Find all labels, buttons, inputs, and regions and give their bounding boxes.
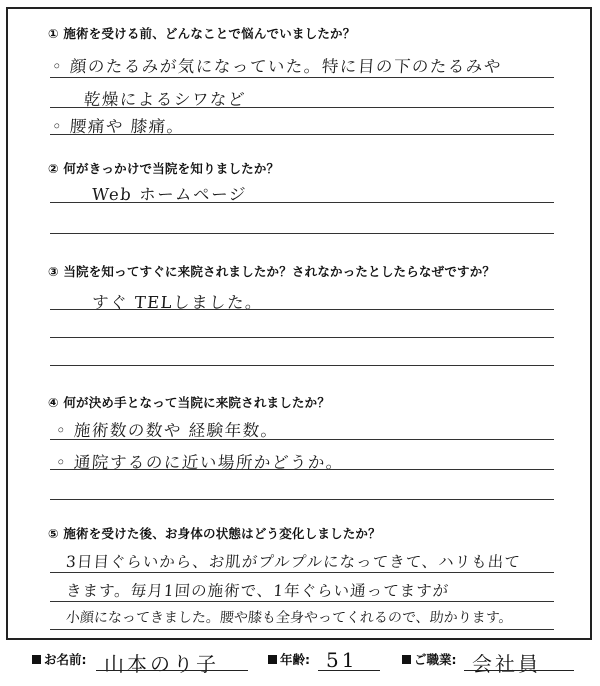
survey-form xyxy=(6,7,592,640)
answer-4-line-1: ◦ 施術数の数や 経験年数。 xyxy=(55,421,280,440)
answer-1-line-2: 乾燥によるシワなど xyxy=(83,90,247,109)
question-4-text: ④ 何が決め手となって当院に来院されましたか？ xyxy=(48,395,331,410)
name-underline xyxy=(96,670,248,671)
occupation-label: ご職業: xyxy=(402,650,457,668)
answer-line xyxy=(50,77,554,78)
answer-line xyxy=(50,469,554,470)
answer-1-line-3: ◦ 腰痛や 膝痛。 xyxy=(51,117,186,136)
name-label: お名前: xyxy=(32,650,87,668)
occupation-value: 会社員 xyxy=(472,652,541,676)
answer-line xyxy=(50,134,554,135)
answer-line xyxy=(50,202,554,203)
answer-1-line-1: ◦ 顔のたるみが気になっていた。特に目の下のたるみや xyxy=(51,57,503,76)
answer-line xyxy=(50,233,554,234)
answer-line xyxy=(50,107,554,108)
answer-line xyxy=(50,365,554,366)
answer-4-line-2: ◦ 通院するのに近い場所かどうか。 xyxy=(55,453,345,472)
occupation-underline xyxy=(464,670,574,671)
question-1-text: ① 施術を受ける前、どんなことで悩んでいましたか？ xyxy=(48,26,356,41)
answer-line xyxy=(50,572,554,573)
question-5-text: ⑤ 施術を受けた後、お身体の状態はどう変化しましたか？ xyxy=(48,526,381,541)
age-label: 年齢: xyxy=(268,650,310,668)
answer-line xyxy=(50,337,554,338)
square-bullet-icon xyxy=(32,655,41,664)
square-bullet-icon xyxy=(402,655,411,664)
square-bullet-icon xyxy=(268,655,277,664)
question-3-text: ③ 当院を知ってすぐに来院されましたか？されなかったとしたらなぜですか？ xyxy=(48,264,496,279)
answer-3-line-1: すぐ TELしました。 xyxy=(91,293,264,312)
answer-line xyxy=(50,499,554,500)
answer-5-line-2: きます。毎月1回の施術で、1年ぐらい通ってますが xyxy=(65,582,450,600)
age-underline xyxy=(318,670,380,671)
answer-line xyxy=(50,309,554,310)
answer-5-line-3: 小顔になってきました。腰や膝も全身やってくれるので、助かります。 xyxy=(65,610,514,626)
answer-2-line-1: Web ホームページ xyxy=(91,185,248,204)
answer-line xyxy=(50,629,554,630)
answer-5-line-1: 3日目ぐらいから、お肌がプルプルになってきて、ハリも出て xyxy=(65,553,522,571)
question-2-text: ② 何がきっかけで当院を知りましたか？ xyxy=(48,161,280,176)
answer-line xyxy=(50,439,554,440)
age-value: 51 xyxy=(326,648,358,672)
answer-line xyxy=(50,601,554,602)
name-value: 山本のり子 xyxy=(104,652,219,676)
